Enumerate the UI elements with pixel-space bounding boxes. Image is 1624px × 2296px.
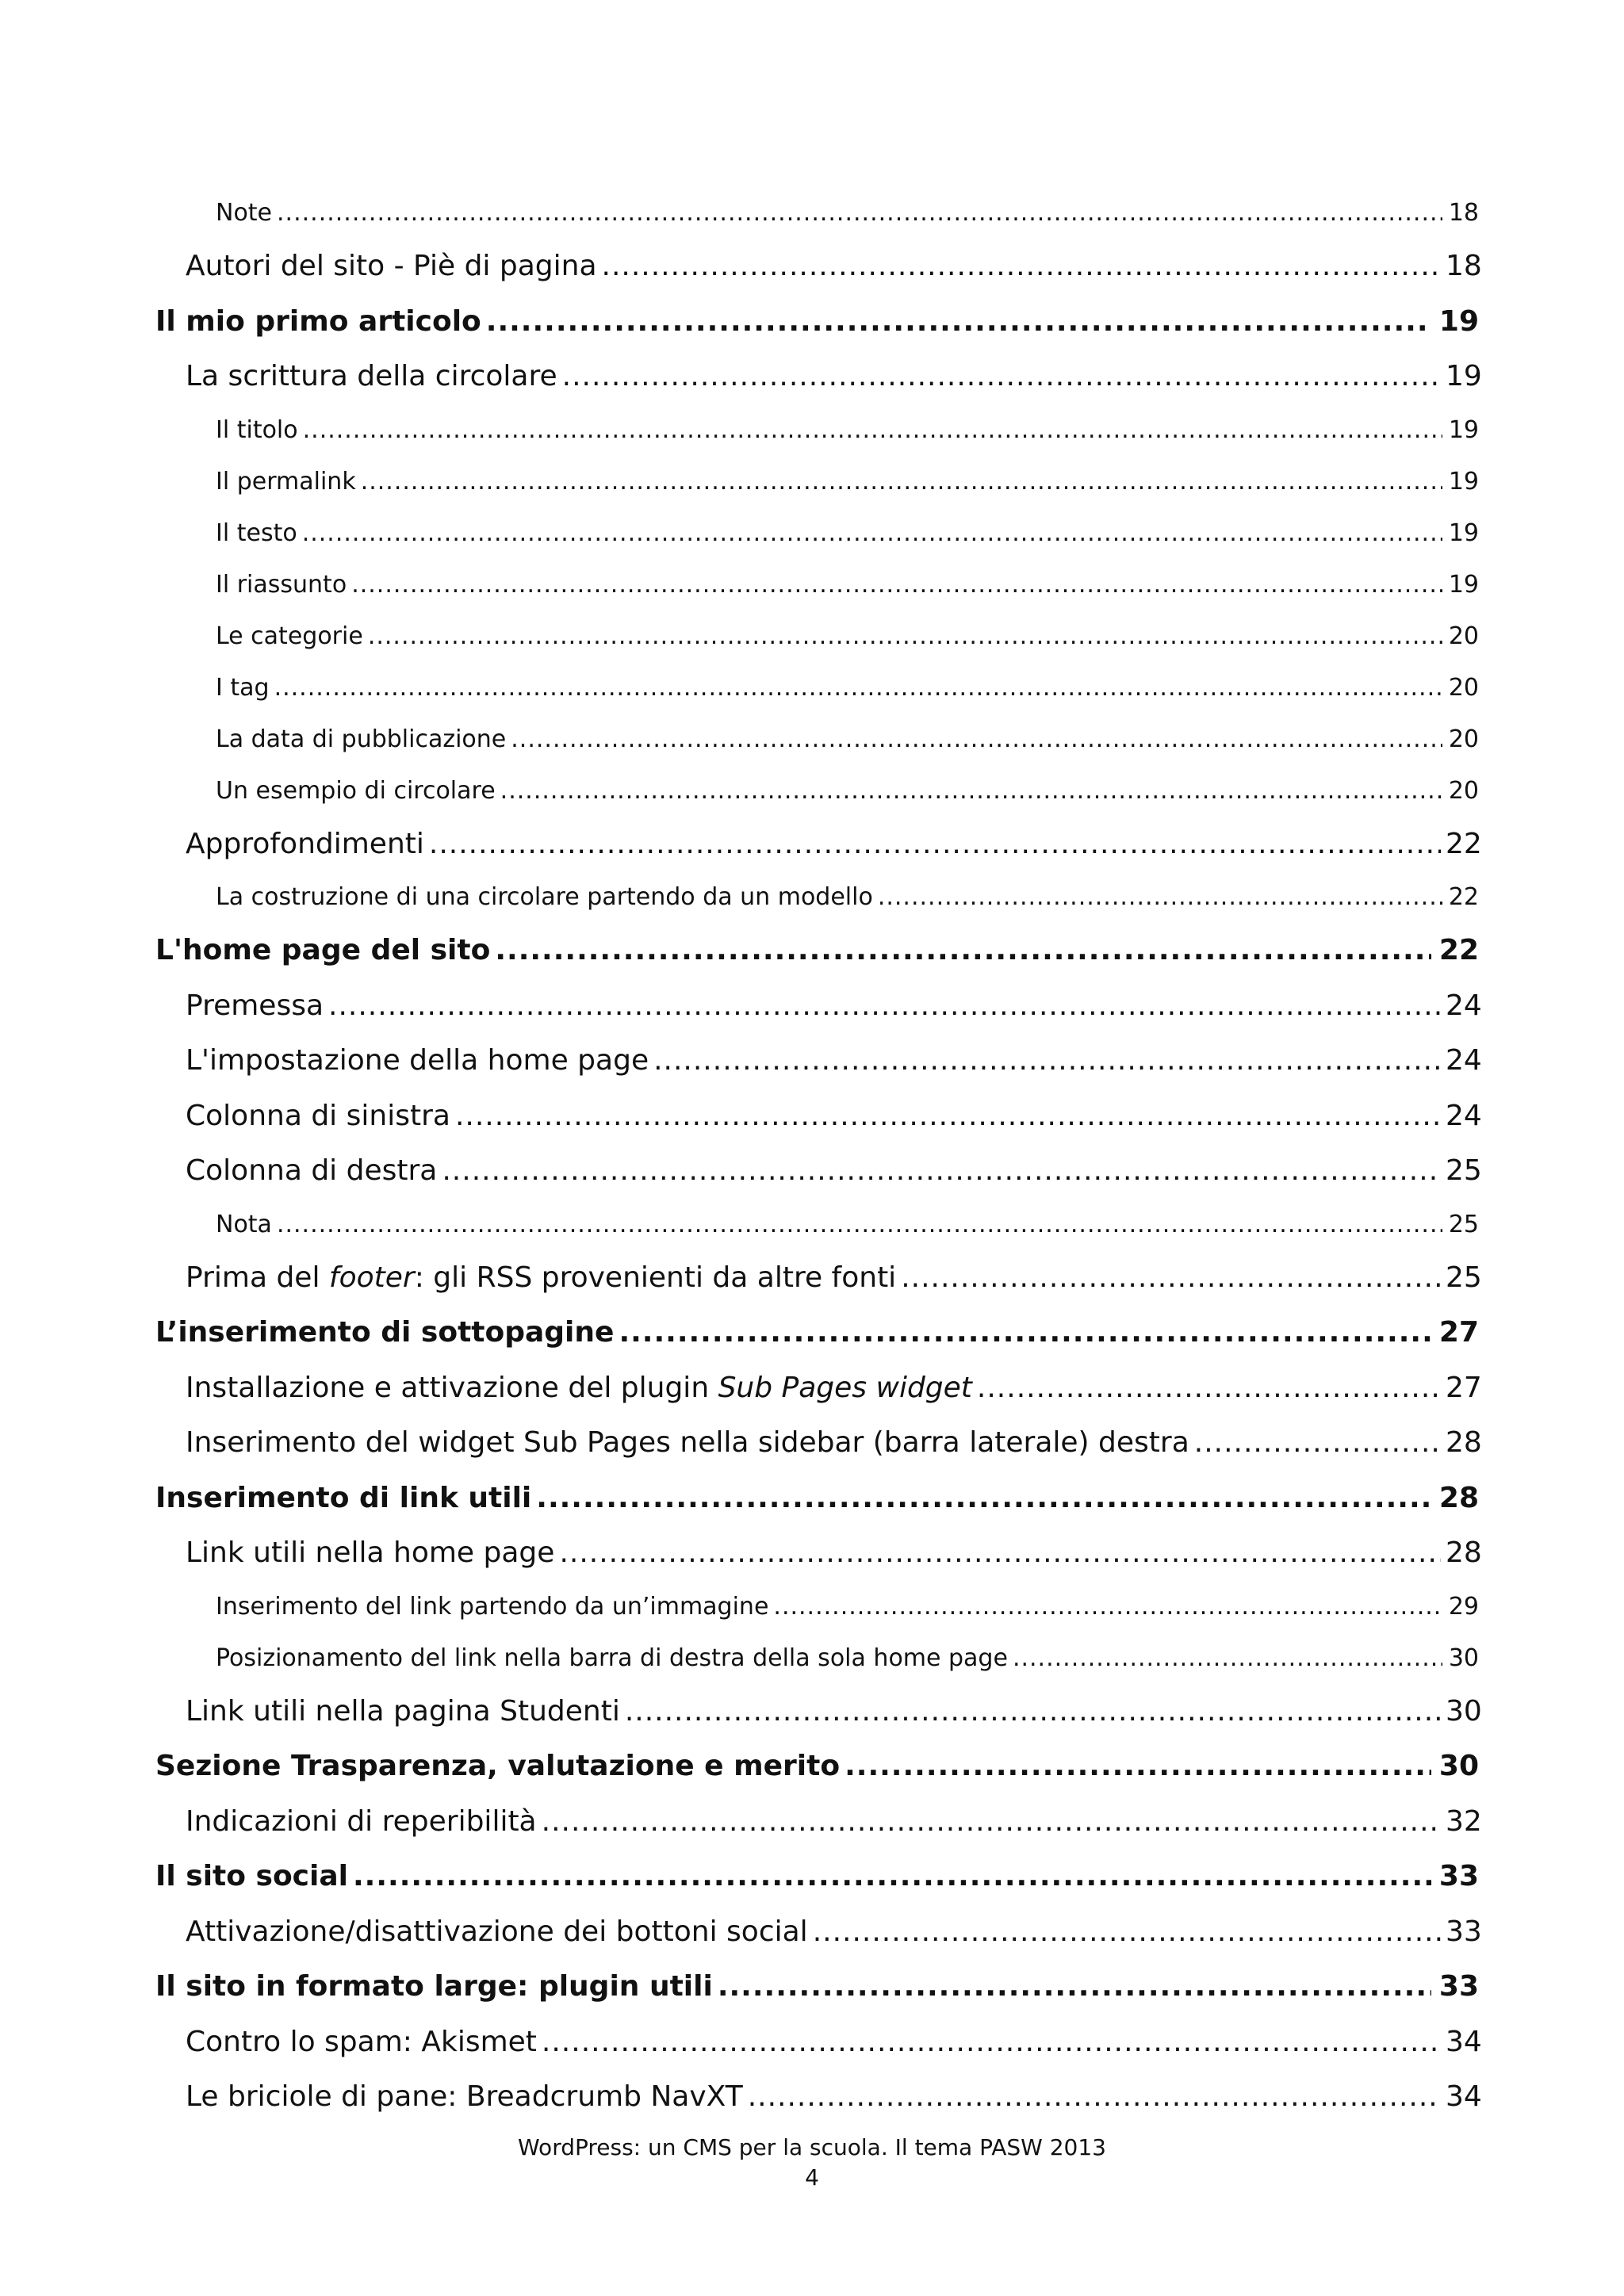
dot-leader (277, 187, 1442, 239)
toc-page-number: 33 (1438, 1860, 1479, 1892)
dot-leader (442, 1143, 1441, 1199)
dot-leader (351, 559, 1442, 610)
toc-entry-title: Il riassunto (216, 570, 347, 599)
toc-entry-title: I tag (216, 673, 270, 702)
toc-page-number: 19 (1446, 360, 1482, 392)
toc-page-number: 29 (1448, 1592, 1479, 1621)
dot-leader (653, 1033, 1441, 1089)
toc-entry-title (186, 1360, 972, 1416)
toc-page-number: 20 (1448, 776, 1479, 805)
toc-page-number: 34 (1446, 2080, 1482, 2113)
toc-entry[interactable] (0, 1739, 1624, 1794)
dot-leader (368, 610, 1442, 662)
toc-page-number: 20 (1448, 622, 1479, 650)
toc-entry[interactable] (0, 507, 1624, 559)
toc-entry[interactable] (0, 2069, 1624, 2125)
toc-entry-title: Approfondimenti (186, 827, 424, 860)
toc-entry-title: Un esempio di circolare (216, 776, 496, 805)
toc-page-number: 27 (1438, 1316, 1479, 1349)
dot-leader (625, 1684, 1441, 1739)
toc-entry-title: Le briciole di pane: Breadcrumb NavXT (186, 2080, 743, 2113)
toc-page-number: 32 (1446, 1804, 1482, 1838)
toc-page-number: 22 (1448, 883, 1479, 911)
toc-page-number: 30 (1438, 1750, 1479, 1782)
dot-leader (878, 871, 1442, 923)
toc-page-number: 25 (1446, 1261, 1482, 1294)
toc-entry[interactable] (0, 978, 1624, 1034)
toc-entry-title: Il sito social (155, 1860, 348, 1892)
toc-entry-title: Autori del sito - Piè di pagina (186, 250, 597, 282)
dot-leader (718, 1959, 1431, 2015)
toc-entry-title: Il titolo (216, 415, 298, 444)
toc-page-number: 22 (1438, 934, 1479, 966)
toc-entry[interactable] (0, 456, 1624, 507)
toc-entry[interactable] (0, 610, 1624, 662)
dot-leader (302, 507, 1442, 559)
toc-entry[interactable] (0, 1794, 1624, 1850)
toc-page-number: 24 (1446, 1044, 1482, 1077)
dot-leader (277, 1199, 1442, 1250)
toc-title-part: Installazione e attivazione del plugin (186, 1371, 718, 1404)
toc-entry[interactable] (0, 923, 1624, 978)
dot-leader (813, 1904, 1441, 1960)
toc-entry-title: La data di pubblicazione (216, 725, 507, 753)
dot-leader (495, 923, 1431, 978)
toc-page-number: 24 (1446, 989, 1482, 1022)
page-footer (0, 2133, 1624, 2193)
dot-leader (361, 456, 1442, 507)
toc-entry-title: Premessa (186, 989, 324, 1022)
toc-page-number: 27 (1446, 1371, 1482, 1404)
toc-entry-title: Le categorie (216, 622, 363, 650)
toc-page-number: 30 (1446, 1694, 1482, 1728)
dot-leader (1013, 1632, 1442, 1684)
toc-entry-title: Colonna di destra (186, 1154, 438, 1187)
toc-page-number: 34 (1446, 2025, 1482, 2058)
toc-page-number: 20 (1448, 673, 1479, 702)
toc-entry-title: Il mio primo articolo (155, 304, 481, 338)
toc-page-number: 19 (1448, 467, 1479, 496)
toc-entry-title: Colonna di sinistra (186, 1099, 450, 1132)
toc-entry[interactable] (0, 1959, 1624, 2015)
toc-entry-title: Posizionamento del link nella barra di destra della sola home page (216, 1644, 1008, 1672)
toc-entry[interactable] (0, 1033, 1624, 1089)
toc-page-number: 33 (1438, 1970, 1479, 2003)
toc-entry[interactable] (0, 1360, 1624, 1416)
toc-entry-title: La costruzione di una circolare partendo da un modello (216, 883, 873, 911)
toc-entry-title: Il permalink (216, 467, 356, 496)
toc-entry[interactable] (0, 404, 1624, 456)
toc-entry-title: La scrittura della circolare (186, 360, 557, 392)
dot-leader (1194, 1415, 1441, 1471)
toc-entry[interactable] (0, 1632, 1624, 1684)
toc-entry[interactable] (0, 559, 1624, 610)
toc-page-number: 28 (1446, 1426, 1482, 1459)
toc-entry-title: Sezione Trasparenza, valutazione e merito (155, 1750, 841, 1782)
toc-entry[interactable] (0, 1581, 1624, 1632)
dot-leader (845, 1739, 1431, 1794)
toc-page-number: 33 (1446, 1915, 1482, 1948)
toc-entry-title: Link utili nella pagina Studenti (186, 1694, 620, 1728)
toc-entry[interactable] (0, 1250, 1624, 1306)
toc-page-number: 24 (1446, 1099, 1482, 1132)
toc-page-number: 20 (1448, 725, 1479, 753)
dot-leader (429, 817, 1441, 872)
toc-entry[interactable] (0, 817, 1624, 872)
toc-title-italic-part: Sub Pages widget (718, 1371, 972, 1404)
toc-page-number: 19 (1448, 415, 1479, 444)
dot-leader (748, 2069, 1441, 2125)
toc-title-part: Prima del (186, 1261, 329, 1294)
toc-page-number: 28 (1446, 1536, 1482, 1569)
dot-leader (486, 294, 1431, 350)
toc-entry[interactable] (0, 714, 1624, 765)
table-of-contents (0, 187, 1624, 2125)
toc-entry[interactable] (0, 349, 1624, 404)
toc-entry-title: L'impostazione della home page (186, 1044, 649, 1077)
toc-page-number: 19 (1438, 304, 1479, 338)
toc-page-number: 25 (1448, 1210, 1479, 1238)
toc-entry-title: L’inserimento di sottopagine (155, 1316, 615, 1349)
toc-entry[interactable] (0, 871, 1624, 923)
toc-entry-title: Inserimento del link partendo da un’immagine (216, 1592, 769, 1621)
toc-entry[interactable] (0, 1525, 1624, 1581)
toc-entry-title: Note (216, 199, 273, 227)
toc-entry-title: L'home page del sito (155, 934, 491, 966)
toc-entry-title: Nota (216, 1210, 272, 1238)
dot-leader (353, 1849, 1431, 1904)
toc-page-number: 18 (1446, 250, 1482, 282)
toc-entry-title: Contro lo spam: Akismet (186, 2025, 537, 2058)
footer-document-title: WordPress: un CMS per la scuola. Il tema PASW 2013 (518, 2134, 1106, 2160)
toc-entry-title (186, 1250, 896, 1306)
toc-page-number: 30 (1448, 1644, 1479, 1672)
toc-entry-title: Link utili nella home page (186, 1536, 555, 1569)
toc-entry[interactable] (0, 2015, 1624, 2070)
toc-entry[interactable] (0, 1143, 1624, 1199)
toc-entry-title: Inserimento del widget Sub Pages nella sidebar (barra laterale) destra (186, 1426, 1189, 1459)
dot-leader (500, 765, 1442, 817)
footer-page-number: 4 (805, 2164, 819, 2191)
toc-entry[interactable] (0, 294, 1624, 350)
toc-entry[interactable] (0, 1849, 1624, 1904)
toc-entry-title: Il testo (216, 519, 297, 547)
toc-entry[interactable] (0, 1471, 1624, 1526)
toc-entry[interactable] (0, 1684, 1624, 1739)
toc-page-number: 28 (1438, 1481, 1479, 1514)
dot-leader (303, 404, 1442, 456)
dot-leader (542, 2015, 1441, 2070)
dot-leader (328, 978, 1441, 1034)
toc-entry[interactable] (0, 187, 1624, 239)
dot-leader (542, 1794, 1441, 1850)
toc-entry[interactable] (0, 1199, 1624, 1250)
toc-entry[interactable] (0, 765, 1624, 817)
dot-leader (602, 239, 1441, 294)
toc-page-number: 18 (1448, 199, 1479, 227)
toc-entry[interactable] (0, 1305, 1624, 1360)
toc-title-italic-part: footer (328, 1261, 415, 1294)
toc-page-number: 19 (1448, 519, 1479, 547)
toc-page-number: 19 (1448, 570, 1479, 599)
dot-leader (274, 662, 1442, 714)
toc-entry[interactable] (0, 239, 1624, 294)
dot-leader (977, 1360, 1441, 1416)
toc-page-number: 22 (1446, 827, 1482, 860)
toc-entry-title: Indicazioni di reperibilità (186, 1804, 537, 1838)
dot-leader (536, 1471, 1431, 1526)
toc-entry[interactable] (0, 1089, 1624, 1144)
dot-leader (562, 349, 1441, 404)
toc-entry-title: Inserimento di link utili (155, 1481, 532, 1514)
toc-title-part: : gli RSS provenienti da altre fonti (414, 1261, 897, 1294)
dot-leader (619, 1305, 1431, 1360)
dot-leader (773, 1581, 1442, 1632)
dot-leader (511, 714, 1442, 765)
dot-leader (559, 1525, 1441, 1581)
toc-entry[interactable] (0, 662, 1624, 714)
dot-leader (455, 1089, 1441, 1144)
toc-entry[interactable] (0, 1904, 1624, 1960)
toc-entry[interactable] (0, 1415, 1624, 1471)
toc-page-number: 25 (1446, 1154, 1482, 1187)
toc-entry-title: Il sito in formato large: plugin utili (155, 1970, 713, 2003)
dot-leader (901, 1250, 1441, 1306)
toc-entry-title: Attivazione/disattivazione dei bottoni social (186, 1915, 808, 1948)
